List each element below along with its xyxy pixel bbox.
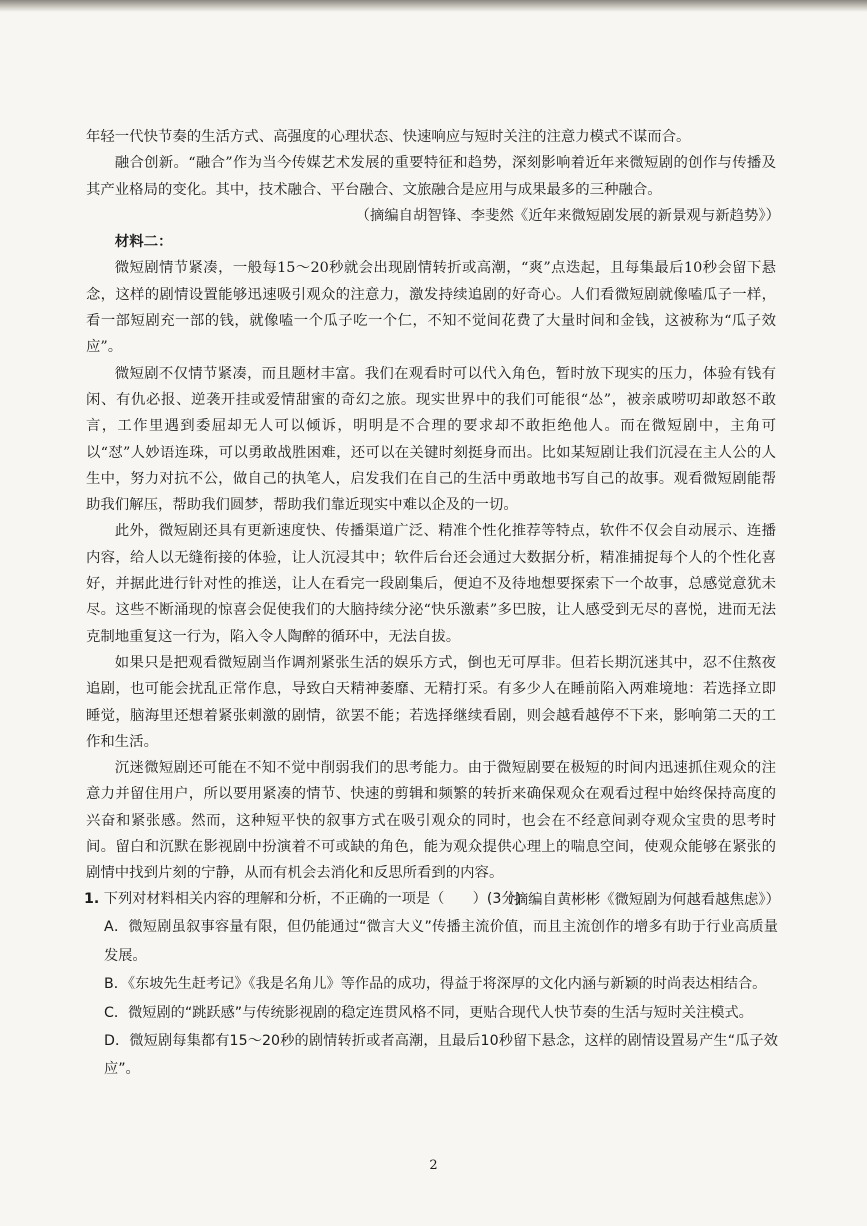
question-1-stem bbox=[84, 885, 778, 913]
question-1-stem-text: 下列对材料相关内容的理解和分析，不正确的一项是（ ）(3分) bbox=[103, 891, 522, 907]
question-1-option-d: D．微短剧每集都有15～20秒的剧情转折或者高潮，且最后10秒留下悬念，这样的剧情设置易产生“瓜子效应”。 bbox=[104, 1033, 778, 1078]
question-1 bbox=[84, 885, 778, 1084]
material-one-source: （摘编自胡智锋、李斐然《近年来微短剧发展的新景观与新趋势》） bbox=[355, 207, 780, 224]
question-1-option-b: B．《东坡先生赶考记》《我是名角儿》等作品的成功，得益于将深厚的文化内涵与新颖的时尚表达相结合。 bbox=[104, 976, 767, 993]
material-two-paragraph-2: 微短剧不仅情节紧凑，而且题材丰富。我们在观看时可以代入角色，暂时放下现实的压力，体验有钱有闲、有仇必报、逆袭开挂或爱情甜蜜的奇幻之旅。现实世界中的我们可能很“怂”，被亲戚唠叨却敢怒不敢言，工作里遇到委屈却无人可以倾诉，明明是不合理的要求却不敢拒绝他人。而在微短剧中，主角可以“怼”人妙语连珠，可以勇敢战胜困难，还可以在关键时刻挺身而出。比如某短剧让我们沉浸在主人公的人生中，努力对抗不公，做自己的执笔人，启发我们在自己的生活中勇敢地书写自己的故事。观看微短剧能帮助我们解压，帮助我们圆梦，帮助我们靠近现实中难以企及的一切。 bbox=[86, 365, 776, 514]
fusion-paragraph: 融合创新。“融合”作为当今传媒艺术发展的重要特征和趋势，深刻影响着近年来微短剧的创作与传播及其产业格局的变化。其中，技术融合、平台融合、文旅融合是应用与成果最多的三种融合。 bbox=[86, 155, 776, 198]
question-1-option-c: C．微短剧的“跳跃感”与传统影视剧的稳定连贯风格不同，更贴合现代人快节奏的生活与短时关注模式。 bbox=[104, 1004, 753, 1021]
material-two-paragraph-5: 沉迷微短剧还可能在不知不觉中削弱我们的思考能力。由于微短剧要在极短的时间内迅速抓住观众的注意力并留住用户，所以要用紧凑的情节、快速的剪辑和频繁的转折来确保观众在观看过程中始终保持高度的兴奋和紧张感。然而，这种短平快的叙事方式在吸引观众的同时，也会在不经意间剥夺观众宝贵的思考时间。留白和沉默在影视剧中扮演着不可或缺的角色，能为观众提供心理上的喘息空间，使观众能够在紧张的剧情中找到片刻的宁静，从而有机会去消化和反思所看到的内容。 bbox=[86, 760, 776, 882]
material-two-paragraph-3: 此外，微短剧还具有更新速度快、传播渠道广泛、精准个性化推荐等特点，软件不仅会自动展示、连播内容，给人以无缝衔接的体验，让人沉浸其中；软件后台还会通过大数据分析，精准捕捉每个人的个性化喜好，并据此进行针对性的推送，让人在看完一段剧集后，便迫不及待地想要探索下一个故事，总感觉意犹未尽。这些不断涌现的惊喜会促使我们的大脑持续分泌“快乐激素”多巴胺，让人感受到无尽的喜悦，进而无法克制地重复这一行为，陷入令人陶醉的循环中，无法自拔。 bbox=[86, 523, 776, 645]
question-1-number: 1. bbox=[84, 891, 100, 907]
scan-top-edge bbox=[0, 0, 867, 12]
material-two-paragraph-1: 微短剧情节紧凑，一般每15～20秒就会出现剧情转折或高潮，“爽”点迭起，且每集最后10秒会留下悬念，这样的剧情设置能够迅速吸引观众的注意力，激发持续追剧的好奇心。人们看微短剧就像嗑瓜子一样，看一部短剧充一部的钱，就像嗑一个瓜子吃一个仁，不知不觉间花费了大量时间和金钱，这被称为“瓜子效应”。 bbox=[86, 260, 776, 356]
material-two-heading: 材料二： bbox=[114, 233, 173, 251]
reading-material bbox=[86, 124, 780, 913]
page-number: 2 bbox=[429, 1158, 438, 1173]
question-1-option-a: A．微短剧虽叙事容量有限，但仍能通过“微言大义”传播主流价值，而且主流创作的增多有助于行业高质量发展。 bbox=[104, 919, 778, 964]
material-two-source: （摘编自黄彬彬《微短剧为何越看越焦虑》） bbox=[499, 891, 780, 908]
material-one-tail-line: 年轻一代快节奏的生活方式、高强度的心理状态、快速响应与短时关注的注意力模式不谋而合。 bbox=[86, 129, 691, 145]
material-two-paragraph-4: 如果只是把观看微短剧当作调剂紧张生活的娱乐方式，倒也无可厚非。但若长期沉迷其中，忍不住熬夜追剧，也可能会扰乱正常作息，导致白天精神萎靡、无精打采。有多少人在睡前陷入两难境地：若选择立即睡觉，脑海里还想着紧张刺激的剧情，欲罢不能；若选择继续看剧，则会越看越停不下来，影响第二天的工作和生活。 bbox=[86, 654, 776, 750]
